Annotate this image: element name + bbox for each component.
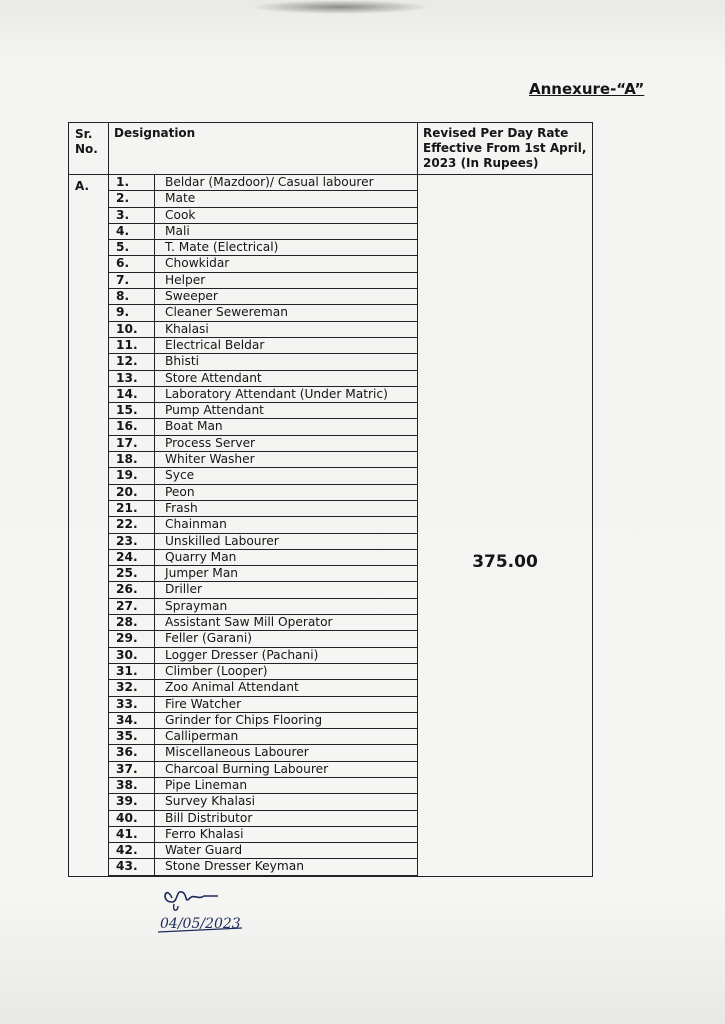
row-number: 13. [109,370,155,386]
row-number: 14. [109,386,155,402]
row-designation: Beldar (Mazdoor)/ Casual labourer [155,175,418,191]
table-row [109,631,417,647]
row-number: 3. [109,207,155,223]
row-designation: Feller (Garani) [155,631,418,647]
row-number: 7. [109,272,155,288]
row-designation: Logger Dresser (Pachani) [155,647,418,663]
row-number: 32. [109,680,155,696]
table-row [109,289,417,305]
row-number: 19. [109,468,155,484]
row-number: 29. [109,631,155,647]
row-designation: Pump Attendant [155,403,418,419]
row-number: 37. [109,761,155,777]
row-designation: Unskilled Labourer [155,533,418,549]
row-number: 12. [109,354,155,370]
row-number: 15. [109,403,155,419]
table-row [109,272,417,288]
table-row [109,859,417,875]
row-number: 31. [109,663,155,679]
row-designation: Whiter Washer [155,452,418,468]
row-designation: Electrical Beldar [155,337,418,353]
row-number: 39. [109,794,155,810]
table-row [109,403,417,419]
table-row [109,598,417,614]
rates-table [68,122,593,877]
table-row [109,207,417,223]
row-designation: Syce [155,468,418,484]
header-sr-no [69,123,109,175]
row-number: 36. [109,745,155,761]
rate-value: 375.00 [472,552,538,573]
row-number: 10. [109,321,155,337]
row-designation: Pipe Lineman [155,777,418,793]
table-row [109,354,417,370]
row-number: 8. [109,289,155,305]
row-designation: Miscellaneous Labourer [155,745,418,761]
row-number: 5. [109,240,155,256]
row-number: 22. [109,517,155,533]
row-designation: Fire Watcher [155,696,418,712]
row-number: 9. [109,305,155,321]
table-row [109,484,417,500]
header-sr-no-label: Sr. No. [75,127,98,156]
row-number: 41. [109,826,155,842]
table-row [109,712,417,728]
row-designation: Chainman [155,517,418,533]
row-number: 17. [109,435,155,451]
header-rate [418,123,593,175]
table-row [109,826,417,842]
table-row [109,533,417,549]
row-designation: Helper [155,272,418,288]
row-number: 40. [109,810,155,826]
row-number: 4. [109,223,155,239]
table-row [109,240,417,256]
table-row [109,321,417,337]
row-designation: Mate [155,191,418,207]
row-designation: Ferro Khalasi [155,826,418,842]
section-row [69,175,593,877]
row-designation: Charcoal Burning Labourer [155,761,418,777]
table-row [109,777,417,793]
table-row [109,452,417,468]
header-rate-line2: Effective From 1st April, [423,141,587,155]
row-designation: Water Guard [155,843,418,859]
row-number: 2. [109,191,155,207]
designation-list-cell [109,175,418,877]
scan-artifact [250,0,430,14]
row-designation: Survey Khalasi [155,794,418,810]
table-row [109,370,417,386]
row-number: 38. [109,777,155,793]
row-designation: Mali [155,223,418,239]
table-row [109,663,417,679]
header-rate-line1: Revised Per Day Rate [423,126,569,140]
table-row [109,337,417,353]
designation-list [109,175,417,876]
row-designation: Frash [155,500,418,516]
row-designation: Bill Distributor [155,810,418,826]
row-number: 16. [109,419,155,435]
table-row [109,191,417,207]
row-designation: Store Attendant [155,370,418,386]
row-number: 34. [109,712,155,728]
row-number: 35. [109,729,155,745]
table-row [109,549,417,565]
row-designation: Grinder for Chips Flooring [155,712,418,728]
row-number: 1. [109,175,155,191]
row-designation: Sprayman [155,598,418,614]
table-row [109,794,417,810]
signature-date: 04/05/2023 [160,916,241,932]
row-designation: Cook [155,207,418,223]
row-designation: Jumper Man [155,566,418,582]
table-row [109,745,417,761]
table-row [109,843,417,859]
table-header-row [69,123,593,175]
row-designation: Chowkidar [155,256,418,272]
table-row [109,305,417,321]
table-row [109,582,417,598]
table-row [109,680,417,696]
table-row [109,615,417,631]
table-row [109,500,417,516]
row-designation: T. Mate (Electrical) [155,240,418,256]
table-row [109,435,417,451]
row-number: 27. [109,598,155,614]
row-number: 24. [109,549,155,565]
row-designation: Process Server [155,435,418,451]
table-row [109,696,417,712]
row-designation: Sweeper [155,289,418,305]
row-number: 23. [109,533,155,549]
row-designation: Stone Dresser Keyman [155,859,418,875]
row-number: 21. [109,500,155,516]
table-row [109,761,417,777]
row-number: 6. [109,256,155,272]
row-designation: Zoo Animal Attendant [155,680,418,696]
signature [158,878,268,938]
row-number: 43. [109,859,155,875]
row-designation: Khalasi [155,321,418,337]
rate-cell [418,175,593,877]
row-number: 20. [109,484,155,500]
section-label: A. [69,175,109,877]
row-designation: Assistant Saw Mill Operator [155,615,418,631]
signature-loop [174,904,178,910]
header-designation-label: Designation [114,126,196,140]
row-designation: Boat Man [155,419,418,435]
annexure-title: Annexure-“A” [529,80,645,98]
table-row [109,810,417,826]
row-designation: Cleaner Sewereman [155,305,418,321]
table-row [109,566,417,582]
signature-scribble [165,892,218,902]
row-number: 18. [109,452,155,468]
table-row [109,256,417,272]
row-designation: Peon [155,484,418,500]
row-number: 26. [109,582,155,598]
row-number: 42. [109,843,155,859]
row-designation: Bhisti [155,354,418,370]
header-rate-line3: 2023 (In Rupees) [423,156,539,170]
row-designation: Driller [155,582,418,598]
table-row [109,419,417,435]
row-designation: Calliperman [155,729,418,745]
table-row [109,647,417,663]
table-row [109,468,417,484]
row-number: 30. [109,647,155,663]
table-row [109,223,417,239]
row-designation: Climber (Looper) [155,663,418,679]
row-number: 11. [109,337,155,353]
table-row [109,386,417,402]
table-row [109,729,417,745]
row-number: 28. [109,615,155,631]
row-number: 33. [109,696,155,712]
row-designation: Laboratory Attendant (Under Matric) [155,386,418,402]
header-designation [109,123,418,175]
table-row [109,517,417,533]
table-row [109,175,417,191]
row-number: 25. [109,566,155,582]
row-designation: Quarry Man [155,549,418,565]
